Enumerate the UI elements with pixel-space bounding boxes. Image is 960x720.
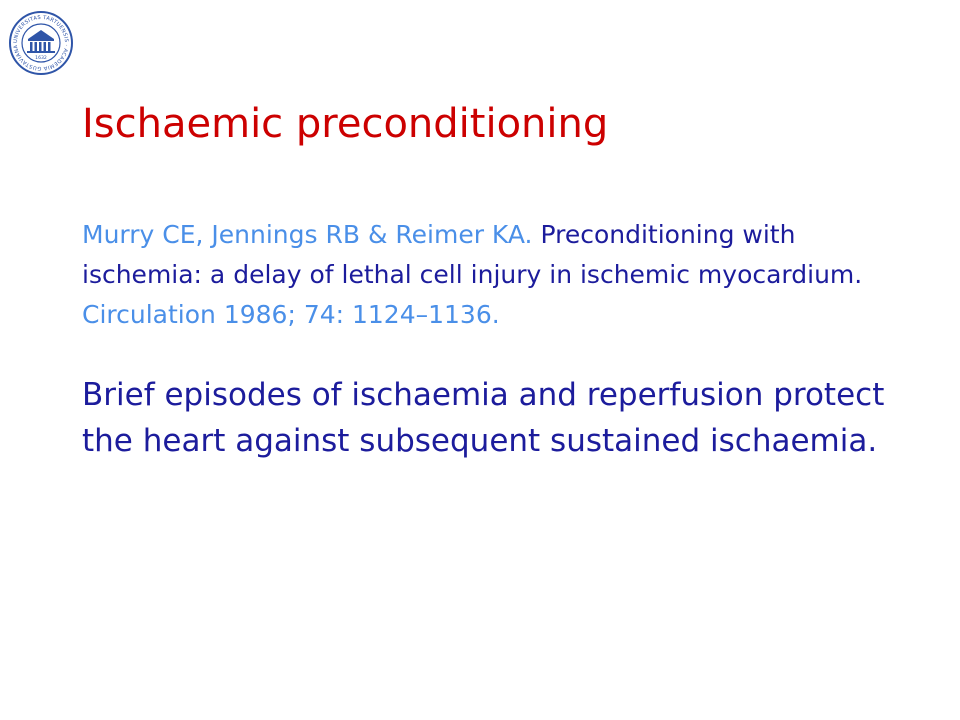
- citation: [82, 215, 922, 335]
- statement-text: Brief episodes of ischaemia and reperfusion protect the heart against subsequent sustained ischaemia.: [82, 377, 885, 459]
- seal-year: 1632: [35, 56, 47, 61]
- slide-title: Ischaemic preconditioning: [82, 101, 609, 147]
- seal-ring-text: UNIVERSITAS TARTUENSIS · ACADEMIA GUSTAVIANA: [12, 14, 70, 72]
- university-seal-icon: [8, 10, 74, 76]
- citation-article-title: Preconditioning with ischemia: a delay of lethal cell injury in ischemic myocardium.: [82, 220, 863, 289]
- citation-journal: Circulation 1986; 74: 1124–1136.: [82, 300, 500, 329]
- citation-authors: Murry CE, Jennings RB & Reimer KA.: [82, 220, 541, 249]
